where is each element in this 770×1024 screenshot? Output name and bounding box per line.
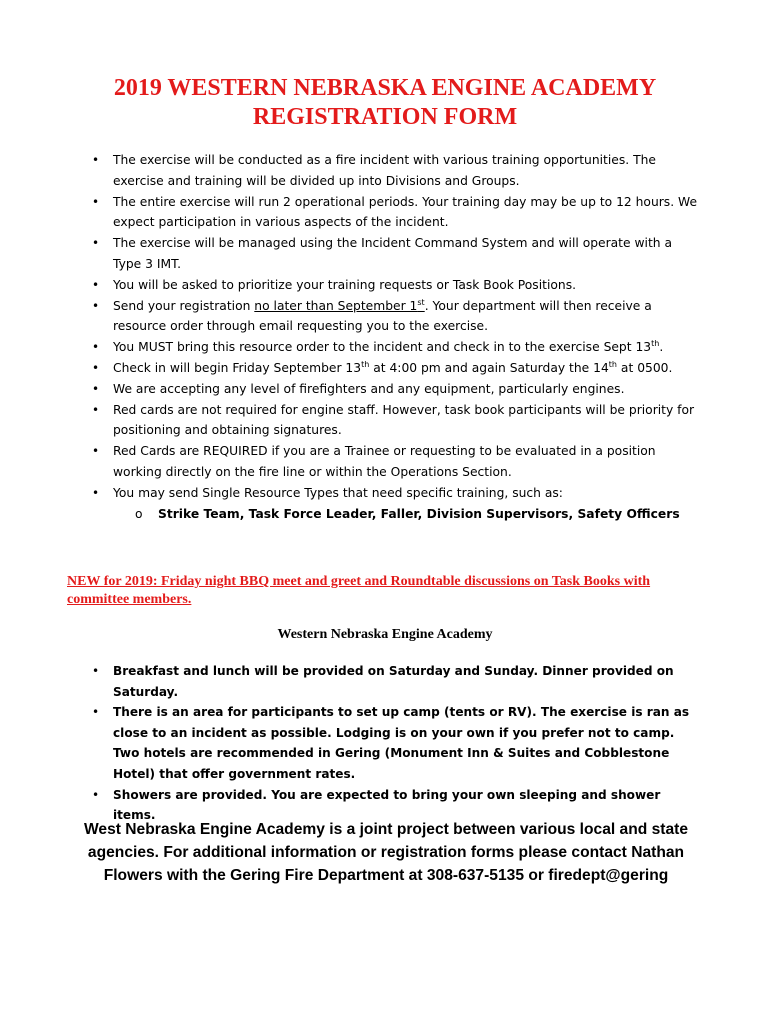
list-item: • There is an area for participants to set up camp (tents or RV). The exercise is ran as close to an incident as possible. Lodging is on your own if you prefer not to camp. Two hotels are recommended in Gering (Monument Inn & Suites and Cobblestone Hotel) that offer government rates. bbox=[92, 702, 704, 784]
bullet-icon: • bbox=[92, 360, 100, 375]
list-item: • Red cards are not required for engine staff. However, task book participants will be priority for positioning and obtaining signatures. bbox=[92, 400, 704, 442]
contact-paragraph: West Nebraska Engine Academy is a joint project between various local and state agencies. For additional information or registration forms please contact Nathan Flowers with the Gering Fire Department at 308-637-5135 or firedept@gering bbox=[83, 821, 689, 884]
list-item-check-in: • Check in will begin Friday September 13th at 4:00 pm and again Saturday the 14th at 0500. bbox=[92, 358, 704, 379]
list-item: • Showers are provided. You are expected to bring your own sleeping and shower items. bbox=[92, 785, 704, 826]
bullet-icon: • bbox=[92, 236, 100, 251]
title-line-1: 2019 WESTERN NEBRASKA ENGINE ACADEMY bbox=[113, 75, 657, 101]
list-item: • We are accepting any level of firefighters and any equipment, particularly engines. bbox=[92, 379, 704, 400]
list-item: • The exercise will be managed using the Incident Command System and will operate with a Type 3 IMT. bbox=[92, 233, 704, 275]
bullet-icon: • bbox=[92, 444, 100, 459]
bullet-icon: • bbox=[92, 705, 100, 720]
list-item: • Breakfast and lunch will be provided on Saturday and Sunday. Dinner provided on Saturday. bbox=[92, 661, 704, 702]
list-item-resource-types: o Strike Team, Task Force Leader, Faller, Division Supervisors, Safety Officers bbox=[135, 504, 704, 525]
exercise-info-list bbox=[92, 150, 704, 524]
deadline-text: no later than September 1st bbox=[254, 297, 425, 313]
resource-types-list bbox=[113, 504, 704, 525]
section-heading: Western Nebraska Engine Academy bbox=[277, 627, 493, 642]
list-item-must-bring: • You MUST bring this resource order to the incident and check in to the exercise Sept 13th. bbox=[92, 337, 704, 358]
title-line-2: REGISTRATION FORM bbox=[252, 104, 518, 130]
list-item: • You may send Single Resource Types that need specific training, such as: o Strike Team, Task Force Leader, Faller, Division Supervisors, Safety Officers bbox=[92, 483, 704, 525]
list-item-registration-deadline: • Send your registration no later than September 1st. Your department will then receive a resource order through email requesting you to the exercise. bbox=[92, 297, 652, 334]
bullet-icon: • bbox=[92, 485, 100, 500]
circle-bullet-icon: o bbox=[135, 506, 143, 521]
list-item: • Red Cards are REQUIRED if you are a Trainee or requesting to be evaluated in a position working directly on the fire line or within the Operations Section. bbox=[92, 441, 704, 483]
bullet-icon: • bbox=[92, 664, 100, 678]
bullet-icon: • bbox=[92, 277, 100, 292]
bullet-icon: • bbox=[92, 787, 100, 802]
bullet-icon: • bbox=[92, 194, 100, 209]
bullet-icon: • bbox=[92, 402, 100, 417]
bullet-icon: • bbox=[92, 340, 100, 355]
page-title bbox=[0, 74, 770, 132]
bullet-icon: • bbox=[92, 298, 100, 313]
new-for-2019-notice: NEW for 2019: Friday night BBQ meet and greet and Roundtable discussions on Task Books with committee members. bbox=[67, 574, 651, 607]
list-item: • The exercise will be conducted as a fire incident with various training opportunities. The exercise and training will be divided up into Divisions and Groups. bbox=[92, 150, 704, 192]
list-item: • You will be asked to prioritize your training requests or Task Book Positions. bbox=[92, 275, 704, 296]
list-item: • The entire exercise will run 2 operational periods. Your training day may be up to 12 hours. We expect participation in various aspects of the incident. bbox=[92, 192, 704, 234]
amenities-list bbox=[92, 661, 704, 826]
bullet-icon: • bbox=[92, 381, 100, 396]
bullet-icon: • bbox=[92, 153, 100, 167]
